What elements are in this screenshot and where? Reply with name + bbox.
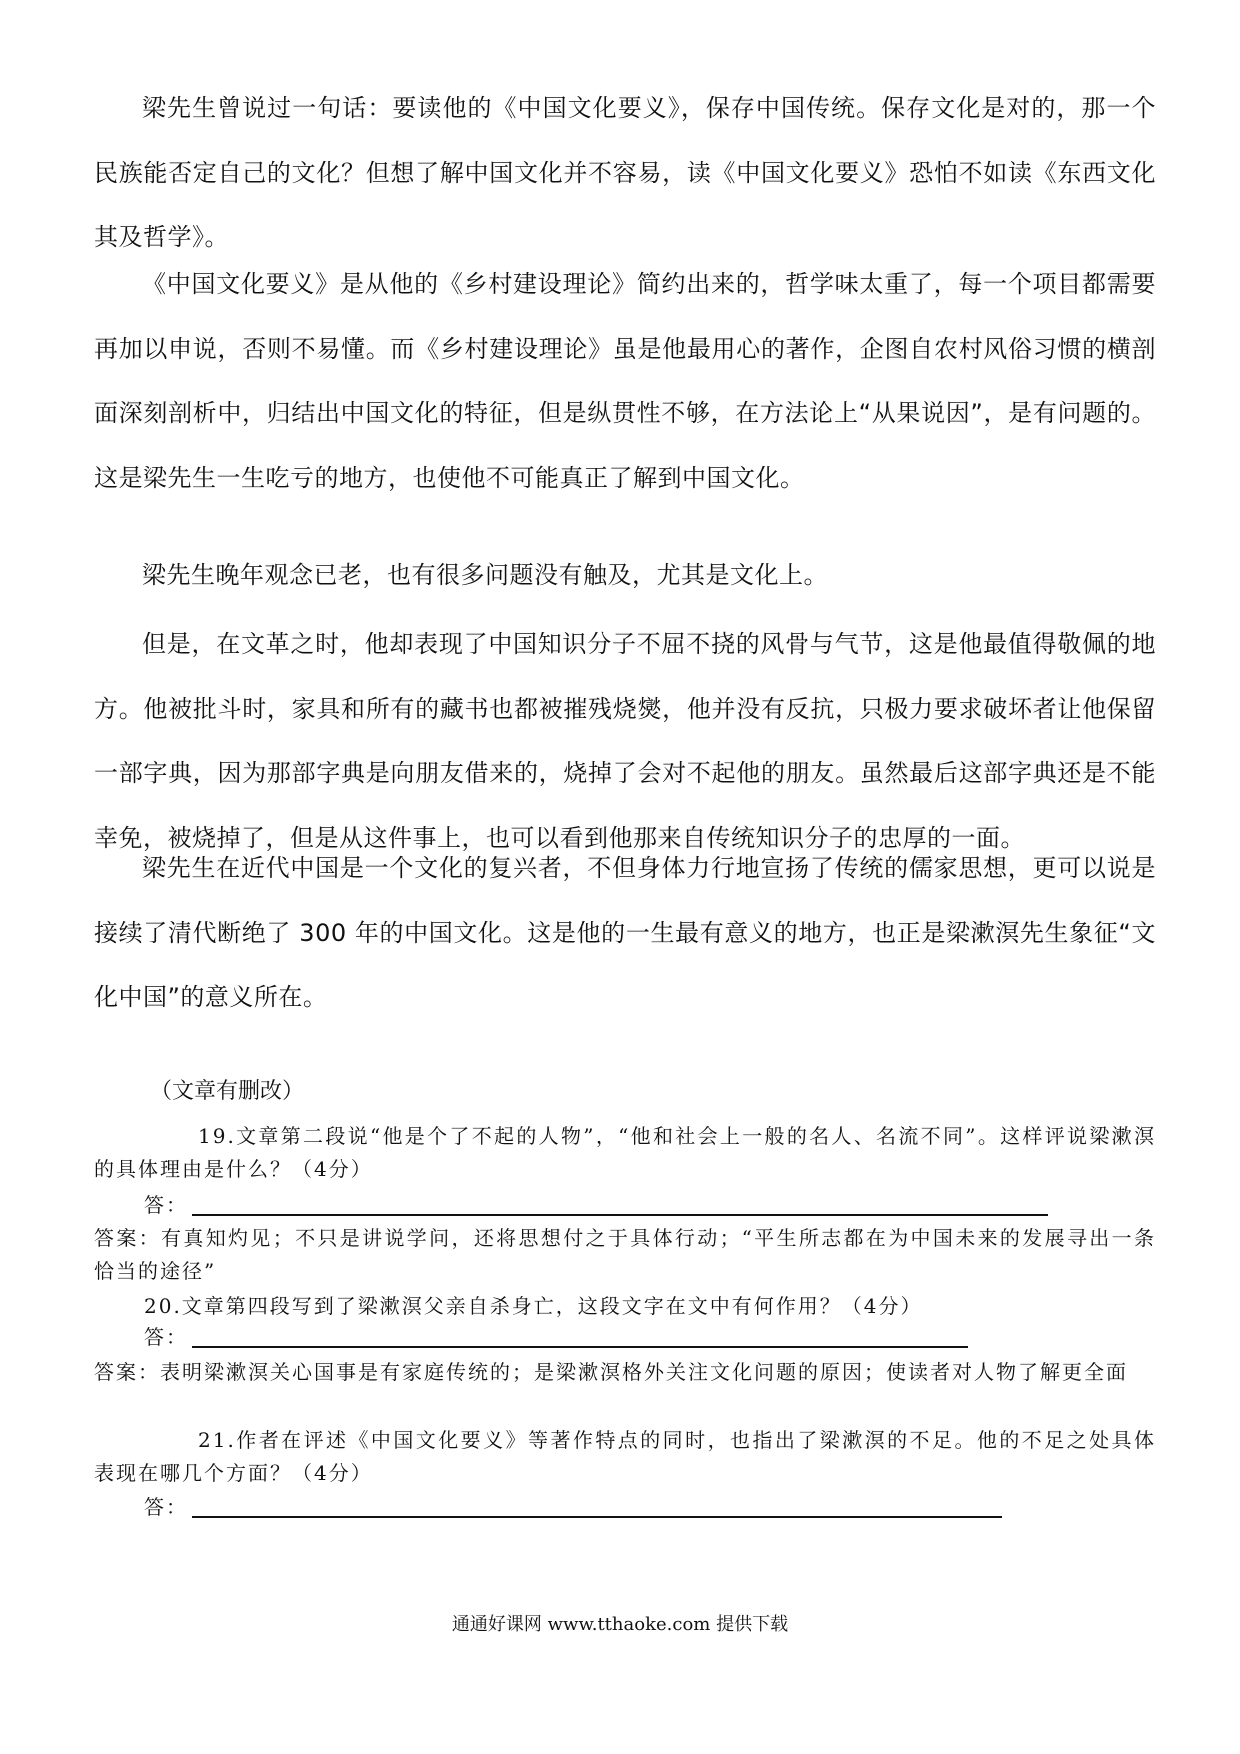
question-20: 20.文章第四段写到了梁漱溟父亲自杀身亡，这段文字在文中有何作用？（4分） xyxy=(144,1294,923,1318)
article-paragraph-4: 但是，在文革之时，他却表现了中国知识分子不屈不挠的风骨与气节，这是他最值得敬佩的地方。他被批斗时，家具和所有的藏书也都被摧残烧爕，他并没有反抗，只极力要求破坏者让他保留一部字典，因为那部字典是向朋友借来的，烧掉了会对不起他的朋友。虽然最后这部字典还是不能幸免，被烧掉了，但是从这件事上，也可以看到他那来自传统知识分子的忠厚的一面。 xyxy=(94,630,1156,852)
answer-19-text: 答案：有真知灼见；不只是讲说学问，还将思想付之于具体行动；“平生所志都在为中国未来的发展寻出一条恰当的途径” xyxy=(94,1226,1156,1283)
article-paragraph-5: 梁先生在近代中国是一个文化的复兴者，不但身体力行地宣扬了传统的儒家思想，更可以说是接续了清代断绝了 300 年的中国文化。这是他的一生最有意义的地方，也正是梁漱溟先生象征“文化中国”的意义所在。 xyxy=(94,854,1156,1011)
article-paragraph-3: 梁先生晚年观念已老，也有很多问题没有触及，尤其是文化上。 xyxy=(142,561,828,589)
answer-20-text: 答案：表明梁漱溟关心国事是有家庭传统的；是梁漱溟格外关注文化问题的原因；使读者对人物了解更全面 xyxy=(94,1360,1128,1384)
answer-line-21[interactable] xyxy=(192,1496,1002,1518)
question-21: 21.作者在评述《中国文化要义》等著作特点的同时，也指出了梁漱溟的不足。他的不足之处具体表现在哪几个方面？（4分） xyxy=(94,1428,1156,1485)
answer-label: 答： xyxy=(144,1193,188,1217)
answer-row-19 xyxy=(144,1190,1048,1220)
answer-label: 答： xyxy=(144,1325,188,1349)
answer-row-20 xyxy=(144,1322,968,1352)
article-paragraph-1: 梁先生曾说过一句话：要读他的《中国文化要义》，保存中国传统。保存文化是对的，那一个民族能否定自己的文化？但想了解中国文化并不容易，读《中国文化要义》恐怕不如读《东西文化其及哲学》。 xyxy=(94,94,1156,251)
answer-label: 答： xyxy=(144,1495,188,1519)
article-paragraph-2: 《中国文化要义》是从他的《乡村建设理论》简约出来的，哲学味太重了，每一个项目都需要再加以申说，否则不易懂。而《乡村建设理论》虽是他最用心的著作，企图自农村风俗习惯的横剖面深刻剖析中，归结出中国文化的特征，但是纵贯性不够，在方法论上“从果说因”，是有问题的。这是梁先生一生吃亏的地方，也使他不可能真正了解到中国文化。 xyxy=(94,270,1156,492)
answer-row-21 xyxy=(144,1492,1002,1522)
footer-credit: 通通好课网 www.tthaoke.com 提供下载 xyxy=(451,1614,789,1635)
article-edit-note: （文章有删改） xyxy=(150,1079,305,1104)
question-19: 19.文章第二段说“他是个了不起的人物”，“他和社会上一般的名人、名流不同”。这样评说梁漱溟的具体理由是什么？（4分） xyxy=(94,1124,1156,1181)
answer-line-20[interactable] xyxy=(192,1326,968,1348)
answer-line-19[interactable] xyxy=(192,1194,1048,1216)
